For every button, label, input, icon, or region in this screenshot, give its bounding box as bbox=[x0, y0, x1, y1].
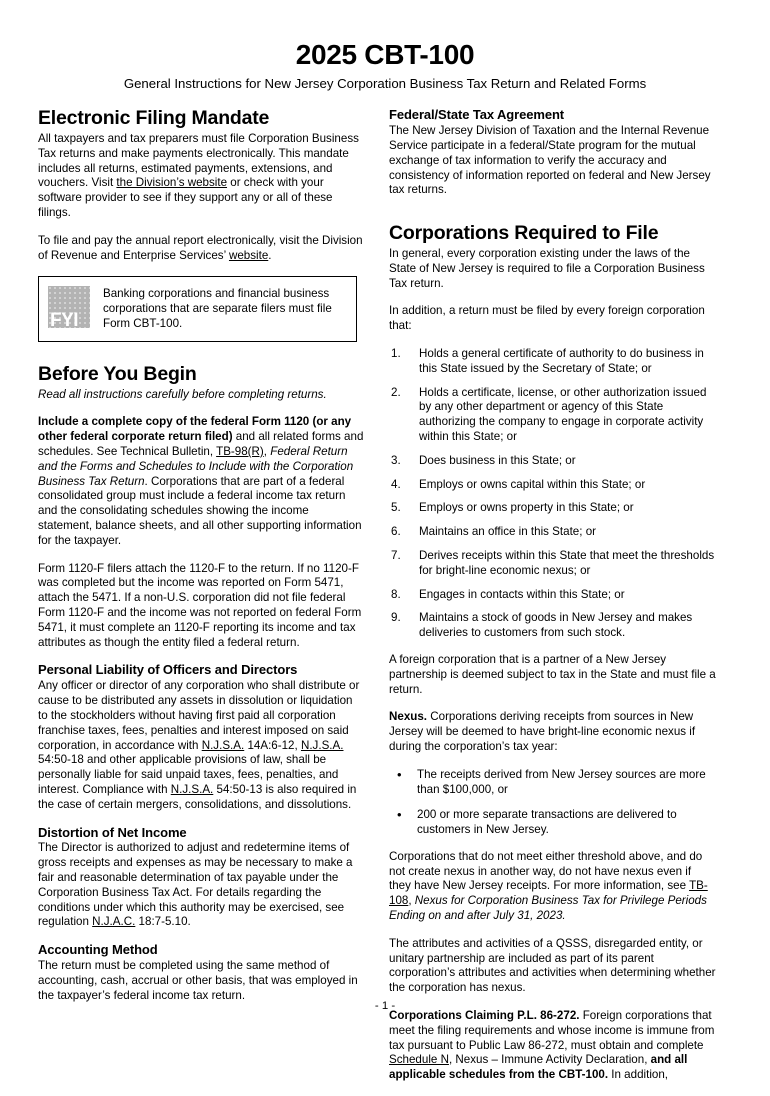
list-item-number: 5. bbox=[391, 501, 401, 515]
paragraph-personal-liability bbox=[38, 679, 365, 812]
liability-text-b: 14A:6-12, bbox=[244, 738, 301, 752]
efile-text-b: or check with your software provider to see if they support any or all of these filings. bbox=[38, 176, 333, 220]
section-heading-accounting-method: Accounting Method bbox=[38, 942, 158, 958]
njsa-citation-3: N.J.S.A. bbox=[170, 782, 214, 796]
section-heading-federal-state-tax-agreement: Federal/State Tax Agreement bbox=[389, 107, 565, 123]
paragraph-distortion bbox=[38, 841, 365, 930]
tb-108-link[interactable]: TB-108 bbox=[389, 879, 708, 908]
page-number: - 1 - bbox=[374, 1000, 396, 1012]
section-heading-electronic-filing-mandate: Electronic Filing Mandate bbox=[38, 107, 270, 130]
njsa-citation-2: N.J.S.A. bbox=[300, 738, 344, 752]
list-item-text: Employs or owns property in this State; or bbox=[419, 501, 634, 515]
nexus-note-text-a: Corporations that do not meet either threshold above, and do not create nexus in another way, do not have nexus even if they have New Jersey receipts. For more information, see bbox=[389, 849, 703, 893]
tb-98r-link[interactable]: TB-98(R) bbox=[216, 445, 264, 459]
bullet-icon: • bbox=[397, 766, 402, 782]
list-item bbox=[389, 549, 716, 579]
liability-text-d: 54:50-13 is also required in the case of certain mergers, consolidations, and dissolutions. bbox=[38, 782, 357, 811]
paragraph-foreign-partner: A foreign corporation that is a partner of a New Jersey partnership is deemed subject to tax in the State and must file a return. bbox=[389, 652, 716, 696]
list-item-text: Engages in contacts within this State; or bbox=[419, 587, 625, 601]
page-footer bbox=[0, 1000, 770, 1012]
dores-website-link[interactable]: website bbox=[228, 248, 269, 262]
pl-bold-schedules: and all applicable schedules from the CBT-100. bbox=[389, 1053, 688, 1082]
page-title: 2025 CBT-100 bbox=[295, 39, 475, 70]
pl-86-272-label: Corporations Claiming P.L. 86-272. bbox=[389, 1009, 580, 1023]
list-item-text: Maintains an office in this State; or bbox=[419, 525, 597, 539]
section-heading-distortion-of-net-income: Distortion of Net Income bbox=[38, 824, 187, 840]
nexus-note-text-b: , bbox=[408, 894, 415, 908]
nexus-threshold-list bbox=[389, 768, 716, 838]
list-item bbox=[389, 588, 716, 603]
before-you-begin-note: Read all instructions carefully before completing returns. bbox=[38, 387, 327, 401]
liability-text-a: Any officer or director of any corporation who shall distribute or cause to be distributed any assets in dissolution or liquidation to the stockholders without having first paid all corporation franchise taxes, fees, penalties and interest imposed on said corporation, in accordance with bbox=[38, 679, 360, 752]
pl-text-a: Foreign corporations that meet the filing requirements and whose income is immune from tax pursuant to Public Law 86-272, must obtain and complete bbox=[389, 1009, 715, 1052]
list-item bbox=[389, 478, 716, 493]
list-item bbox=[389, 454, 716, 469]
list-item-text: Maintains a stock of goods in New Jersey and makes deliveries to customers from such stock. bbox=[419, 611, 693, 640]
njac-citation: N.J.A.C. bbox=[92, 915, 136, 929]
paragraph-nexus-intro bbox=[389, 710, 716, 754]
fyi-callout-text: Banking corporations and financial business corporations that are separate filers must file Form CBT-100. bbox=[103, 287, 332, 331]
list-item-number: 4. bbox=[391, 477, 401, 491]
list-item-number: 7. bbox=[391, 548, 401, 562]
list-item-text: Does business in this State; or bbox=[419, 453, 576, 467]
list-item-number: 9. bbox=[391, 611, 401, 625]
include-copy-bold-lead: Include a complete copy of the federal Form 1120 (or any other federal corporate return filed) bbox=[38, 415, 352, 444]
nexus-intro-text: Corporations deriving receipts from sources in New Jersey will be deemed to have bright-line economic nexus if during the corporation’s tax year: bbox=[389, 710, 696, 753]
page-subtitle: General Instructions for New Jersey Corporation Business Tax Return and Related Forms bbox=[123, 76, 647, 92]
liability-text-c: 54:50-18 and other applicable provisions of law, shall be personally liable for said unpaid taxes, fees, penalties, and interest. Compliance with bbox=[38, 753, 339, 796]
list-item-text: Derives receipts within this State that meet the thresholds for bright-line economic nexus; or bbox=[419, 548, 715, 577]
list-item-number: 3. bbox=[391, 453, 401, 467]
list-item-text: 200 or more separate transactions are delivered to customers in New Jersey. bbox=[417, 808, 677, 837]
fyi-badge-icon bbox=[48, 286, 90, 332]
division-website-link[interactable]: the Division’s website bbox=[116, 176, 228, 190]
include-copy-text-c: . Corporations that are part of a federal consolidated group must include a federal income tax return and the consolidating schedules showing the income statement, balance sheets, and all other supporting information for the taxpayer. bbox=[38, 474, 362, 547]
list-item bbox=[389, 808, 716, 838]
section-heading-before-you-begin: Before You Begin bbox=[38, 362, 197, 385]
paragraph-foreign-corporation-intro: In addition, a return must be filed by every foreign corporation that: bbox=[389, 304, 705, 333]
list-item-number: 8. bbox=[391, 587, 401, 601]
list-item bbox=[389, 525, 716, 540]
tb-108-italic-title: Nexus for Corporation Business Tax for Privilege Periods Ending on and after July 31, 2023. bbox=[389, 894, 707, 923]
paragraph-qsss-attributes: The attributes and activities of a QSSS, disregarded entity, or unitary partnership are included as part of its parent corporation’s attributes and activities when determining whether the corporation has nexus. bbox=[389, 936, 716, 995]
list-item-number: 6. bbox=[391, 525, 401, 539]
list-item-number: 2. bbox=[391, 385, 401, 399]
list-item bbox=[389, 347, 716, 377]
list-item bbox=[389, 611, 716, 641]
paragraph-nexus-threshold-note bbox=[389, 850, 716, 924]
nexus-label: Nexus. bbox=[389, 710, 428, 724]
paragraph-pl-86-272 bbox=[389, 1009, 716, 1083]
corporations-required-list bbox=[389, 347, 716, 641]
list-item-number: 1. bbox=[391, 346, 401, 360]
list-item-text: Employs or owns capital within this State; or bbox=[419, 477, 646, 491]
njsa-citation-1: N.J.S.A. bbox=[201, 738, 245, 752]
section-heading-personal-liability: Personal Liability of Officers and Directors bbox=[38, 662, 298, 678]
list-item-text: The receipts derived from New Jersey sources are more than $100,000, or bbox=[417, 767, 706, 796]
paragraph-form-1120f: Form 1120-F filers attach the 1120-F to the return. If no 1120-F was completed but the income was reported on Form 5471, attach the 5471. If a non-U.S. corporation did not file federal Form 1120-F and the income was not reported on federal Form 5471, it must complete an 1120-F reporting its income and tax attributes as though the entity filed a federal return. bbox=[38, 561, 362, 649]
schedule-n-link[interactable]: Schedule N bbox=[389, 1053, 449, 1067]
section-heading-corporations-required-to-file: Corporations Required to File bbox=[389, 222, 659, 245]
pl-text-b: , Nexus – Immune Activity Declaration, bbox=[448, 1053, 651, 1067]
distortion-text-a: The Director is authorized to adjust and redetermine items of gross receipts and expenses as may be necessary to make a fair and reasonable determination of tax payable under the Corporation Business Tax Act. For details regarding the conditions under which this authority may be exercised, see regulation bbox=[38, 841, 353, 929]
paragraph-efile-mandate bbox=[38, 132, 365, 221]
right-column bbox=[389, 108, 716, 1096]
efile-text-a: All taxpayers and tax preparers must file Corporation Business Tax returns and make payments electronically. This mandate includes all returns, estimated payments, extensions, and vouchers. Visit bbox=[38, 132, 359, 190]
paragraph-accounting-method: The return must be completed using the same method of accounting, cash, accrual or other basis, that was employed in the taxpayer’s federal income tax return. bbox=[38, 959, 358, 1002]
annual-report-text-b: . bbox=[268, 248, 272, 262]
include-copy-italic-title: Federal Return and the Forms and Schedules to Include with the Corporation Business Tax Return bbox=[38, 445, 354, 488]
list-item-text: Holds a general certificate of authority to do business in this State issued by the Secretary of State; or bbox=[419, 346, 704, 375]
two-column-body bbox=[0, 92, 770, 1096]
list-item-text: Holds a certificate, license, or other authorization issued by any other department or agency of this State authorizing the company to engage in corporate activity within this State; or bbox=[419, 385, 707, 443]
list-item bbox=[389, 768, 716, 798]
paragraph-annual-report bbox=[38, 234, 365, 264]
paragraph-federal-state-agreement: The New Jersey Division of Taxation and the Internal Revenue Service participate in a federal/State program for the mutual exchange of tax information to verify the accuracy and consistency of information reported on federal and New Jersey tax returns. bbox=[389, 124, 711, 197]
fyi-badge-label: FYI bbox=[50, 310, 79, 332]
list-item bbox=[389, 386, 716, 445]
paragraph-corporations-general: In general, every corporation existing under the laws of the State of New Jersey is required to file a Corporation Business Tax return. bbox=[389, 246, 705, 290]
pl-text-c: In addition, bbox=[608, 1068, 669, 1082]
left-column bbox=[38, 108, 365, 1016]
include-copy-text-b: , bbox=[263, 445, 271, 459]
include-copy-text-a: and all related forms and schedules. See Technical Bulletin, bbox=[38, 430, 364, 459]
annual-report-text-a: To file and pay the annual report electronically, visit the Division of Revenue and Enterprise Services’ bbox=[38, 233, 363, 262]
paragraph-include-federal-copy bbox=[38, 415, 365, 548]
list-item bbox=[389, 501, 716, 516]
document-header bbox=[0, 0, 770, 92]
fyi-callout-box bbox=[38, 276, 357, 341]
distortion-text-b: 18:7-5.10. bbox=[135, 915, 191, 929]
spacer bbox=[38, 348, 365, 364]
bullet-icon: • bbox=[397, 807, 402, 823]
